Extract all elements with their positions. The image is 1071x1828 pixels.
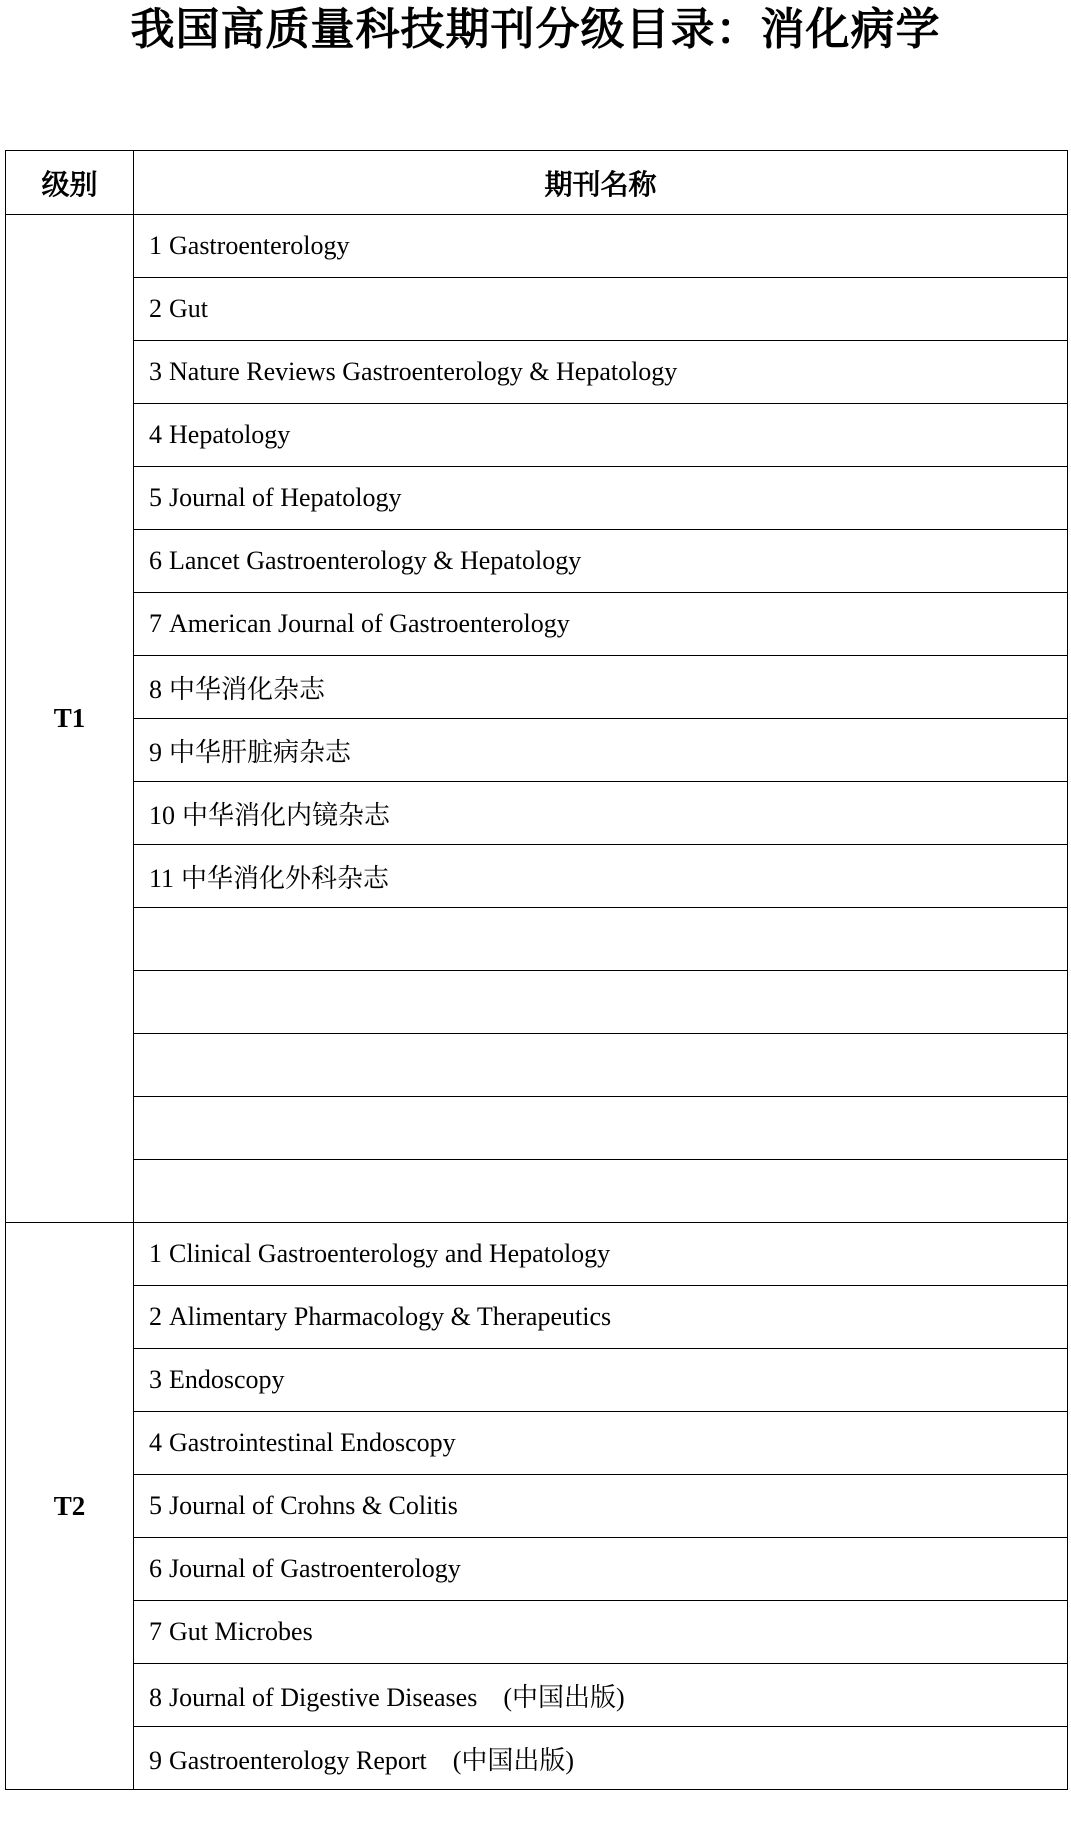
table-row — [6, 215, 1068, 278]
journal-number: 8 — [149, 1682, 162, 1712]
table-row — [6, 1349, 1068, 1412]
journal-name: 中华消化内镜杂志 — [182, 800, 391, 830]
journal-name: Endoscopy — [169, 1365, 285, 1394]
table-row — [6, 908, 1068, 971]
journal-publication-note: (中国出版) — [452, 1745, 575, 1775]
journal-number: 11 — [149, 863, 175, 893]
journal-cell — [134, 1223, 1068, 1286]
journal-publication-note: (中国出版) — [503, 1682, 625, 1712]
journal-cell — [134, 278, 1068, 341]
table-row — [6, 1475, 1068, 1538]
journal-cell — [134, 1286, 1068, 1349]
journal-name: American Journal of Gastroenterology — [169, 609, 570, 638]
journal-name: Gastroenterology Report — [169, 1745, 427, 1775]
journal-catalog-table — [5, 150, 1068, 1790]
table-row — [6, 782, 1068, 845]
journal-name: 中华消化外科杂志 — [181, 863, 390, 893]
journal-name: Clinical Gastroenterology and Hepatology — [169, 1239, 611, 1268]
journal-number: 3 — [149, 1365, 162, 1394]
journal-number: 1 — [149, 1239, 162, 1268]
journal-name: Nature Reviews Gastroenterology & Hepatology — [169, 357, 678, 386]
journal-number: 4 — [149, 1428, 162, 1457]
journal-cell — [134, 1727, 1068, 1790]
journal-cell — [134, 593, 1068, 656]
table-row — [6, 1727, 1068, 1790]
journal-cell — [134, 1664, 1068, 1727]
journal-name: Journal of Hepatology — [169, 483, 402, 512]
table-row — [6, 1538, 1068, 1601]
table-row — [6, 1097, 1068, 1160]
journal-number: 8 — [149, 674, 162, 704]
table-row — [6, 719, 1068, 782]
table-body — [6, 215, 1068, 1790]
header-journal-name: 期刊名称 — [134, 151, 1068, 215]
table-row — [6, 971, 1068, 1034]
journal-cell — [134, 1097, 1068, 1160]
journal-name: Alimentary Pharmacology & Therapeutics — [169, 1302, 612, 1331]
tier-level-label: T1 — [6, 215, 134, 1223]
journal-cell — [134, 1412, 1068, 1475]
journal-number: 2 — [149, 294, 162, 323]
journal-cell — [134, 1349, 1068, 1412]
journal-cell — [134, 1160, 1068, 1223]
journal-name: Gut — [169, 294, 208, 323]
journal-cell — [134, 908, 1068, 971]
journal-name: Journal of Gastroenterology — [169, 1554, 461, 1583]
journal-number: 5 — [149, 483, 162, 512]
journal-name: Gastrointestinal Endoscopy — [169, 1428, 456, 1457]
journal-number: 9 — [149, 737, 162, 767]
journal-cell — [134, 1538, 1068, 1601]
table-row — [6, 1286, 1068, 1349]
journal-number: 6 — [149, 546, 162, 575]
table-header-row — [6, 151, 1068, 215]
journal-number: 1 — [149, 231, 162, 260]
journal-cell — [134, 467, 1068, 530]
journal-cell — [134, 530, 1068, 593]
table-row — [6, 404, 1068, 467]
table-row — [6, 1223, 1068, 1286]
table-row — [6, 1664, 1068, 1727]
page-title: 我国高质量科技期刊分级目录：消化病学 — [130, 4, 941, 55]
table-row — [6, 341, 1068, 404]
journal-cell — [134, 656, 1068, 719]
tier-level-label: T2 — [6, 1223, 134, 1790]
journal-cell — [134, 782, 1068, 845]
table-row — [6, 845, 1068, 908]
table-row — [6, 1601, 1068, 1664]
journal-number: 2 — [149, 1302, 162, 1331]
table-row — [6, 530, 1068, 593]
table-row — [6, 1412, 1068, 1475]
journal-name: Gastroenterology — [169, 231, 350, 260]
table-row — [6, 467, 1068, 530]
journal-cell — [134, 341, 1068, 404]
journal-cell — [134, 404, 1068, 467]
journal-name: 中华肝脏病杂志 — [169, 737, 352, 767]
journal-name: Hepatology — [169, 420, 291, 449]
table-row — [6, 593, 1068, 656]
journal-name: Journal of Crohns & Colitis — [169, 1491, 458, 1520]
table-row — [6, 1160, 1068, 1223]
journal-number: 4 — [149, 420, 162, 449]
journal-cell — [134, 1601, 1068, 1664]
journal-number: 5 — [149, 1491, 162, 1520]
table-row — [6, 656, 1068, 719]
journal-number: 7 — [149, 609, 162, 638]
journal-cell — [134, 971, 1068, 1034]
journal-number: 9 — [149, 1745, 162, 1775]
journal-cell — [134, 1034, 1068, 1097]
journal-number: 10 — [149, 800, 175, 830]
header-level: 级别 — [6, 151, 134, 215]
journal-cell — [134, 845, 1068, 908]
journal-number: 6 — [149, 1554, 162, 1583]
journal-cell — [134, 215, 1068, 278]
journal-name: Journal of Digestive Diseases — [169, 1682, 478, 1712]
journal-number: 7 — [149, 1617, 162, 1646]
journal-name: 中华消化杂志 — [169, 674, 326, 704]
journal-cell — [134, 1475, 1068, 1538]
table-row — [6, 278, 1068, 341]
journal-name: Lancet Gastroenterology & Hepatology — [169, 546, 582, 575]
journal-number: 3 — [149, 357, 162, 386]
table-row — [6, 1034, 1068, 1097]
journal-name: Gut Microbes — [169, 1617, 313, 1646]
journal-cell — [134, 719, 1068, 782]
